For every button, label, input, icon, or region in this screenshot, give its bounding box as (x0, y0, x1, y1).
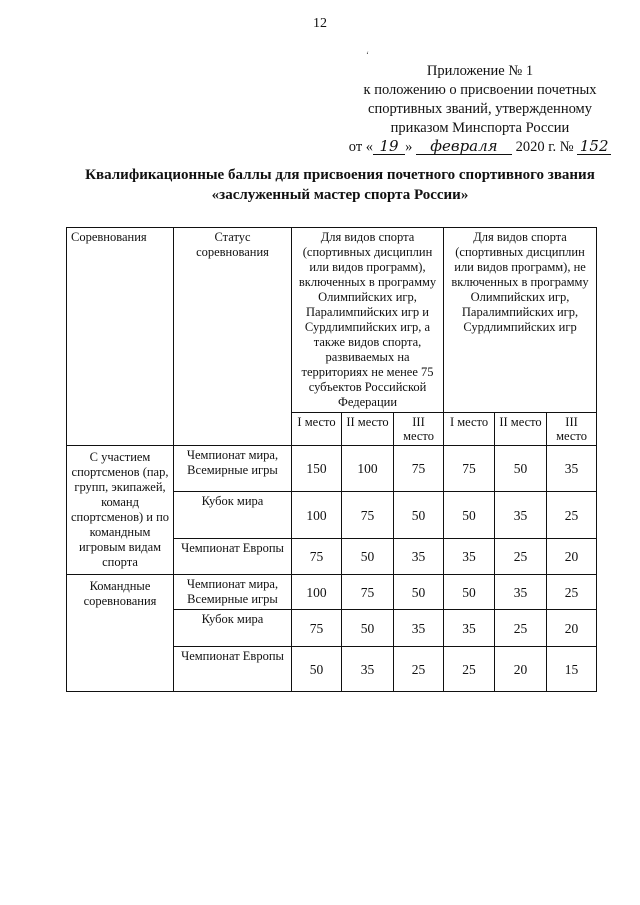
score-cell: 75 (342, 575, 394, 610)
score-cell: 35 (444, 539, 495, 575)
score-cell: 100 (342, 446, 394, 492)
handwritten-month: февраля (416, 138, 512, 155)
score-cell: 15 (547, 647, 597, 692)
appendix-line-4: приказом Минспорта России (390, 120, 570, 136)
group-name-team: Командные соревнования (67, 575, 174, 692)
score-cell: 20 (547, 610, 597, 647)
score-cell: 100 (292, 575, 342, 610)
score-cell: 50 (444, 575, 495, 610)
date-prefix: от « (348, 139, 374, 155)
status-cell: Чемпионат Европы (174, 647, 292, 692)
table-row (67, 575, 597, 610)
score-cell: 35 (394, 610, 444, 647)
score-cell: 20 (495, 647, 547, 692)
score-cell: 35 (547, 446, 597, 492)
appendix-line-2: к положению о присвоении почетных (363, 82, 597, 98)
table-row (67, 446, 597, 492)
score-cell: 50 (342, 539, 394, 575)
score-cell: 25 (394, 647, 444, 692)
appendix-header (330, 62, 630, 157)
title-line-1: Квалификационные баллы для присвоения почетного спортивного звания (85, 167, 595, 183)
date-mid: » (405, 139, 413, 155)
place-olympic-3: III место (394, 413, 444, 446)
score-cell: 50 (292, 647, 342, 692)
status-cell: Кубок мира (174, 492, 292, 539)
appendix-line-1: Приложение № 1 (426, 63, 534, 79)
header-competitions: Соревнования (67, 228, 174, 446)
place-olympic-1: I место (292, 413, 342, 446)
score-cell: 25 (444, 647, 495, 692)
score-cell: 25 (495, 539, 547, 575)
header-status: Статус соревнования (174, 228, 292, 446)
score-cell: 75 (292, 539, 342, 575)
place-non-olympic-2: II место (495, 413, 547, 446)
handwritten-order-number: 152 (577, 138, 611, 155)
appendix-line-3: спортивных званий, утвержденному (368, 101, 592, 117)
document-title (60, 165, 620, 205)
score-cell: 75 (394, 446, 444, 492)
score-cell: 35 (495, 575, 547, 610)
date-year: 2020 г. № (515, 139, 574, 155)
status-cell: Чемпионат Европы (174, 539, 292, 575)
score-cell: 50 (394, 575, 444, 610)
status-cell: Кубок мира (174, 610, 292, 647)
status-cell: Чемпионат мира, Всемирные игры (174, 575, 292, 610)
score-cell: 50 (444, 492, 495, 539)
header-olympic-sports: Для видов спорта (спортивных дисциплин или видов программ), включенных в программу Олимпийских игр, Паралимпийских игр и Сурдлимпийских игр, а также видов спорта, развиваемых на территориях не менее 75 субъектов Российской Федерации (292, 228, 444, 413)
scan-speck: ʻ (366, 50, 369, 60)
group-name-individual: С участием спортсменов (пар, групп, экипажей, команд спортсменов) и по командным игровым видам спорта (67, 446, 174, 575)
score-cell: 75 (292, 610, 342, 647)
score-cell: 100 (292, 492, 342, 539)
title-line-2: «заслуженный мастер спорта России» (211, 187, 469, 203)
score-cell: 20 (547, 539, 597, 575)
handwritten-day: 19 (373, 138, 405, 155)
page-number: 12 (313, 16, 327, 31)
header-row (67, 228, 597, 413)
place-non-olympic-1: I место (444, 413, 495, 446)
place-olympic-2: II место (342, 413, 394, 446)
score-cell: 35 (342, 647, 394, 692)
appendix-date-line (330, 138, 630, 157)
score-cell: 50 (394, 492, 444, 539)
score-cell: 50 (495, 446, 547, 492)
score-cell: 75 (444, 446, 495, 492)
score-cell: 50 (342, 610, 394, 647)
score-cell: 25 (495, 610, 547, 647)
status-cell: Чемпионат мира, Всемирные игры (174, 446, 292, 492)
place-non-olympic-3: III место (547, 413, 597, 446)
header-non-olympic-sports: Для видов спорта (спортивных дисциплин или видов программ), не включенных в программу Олимпийских игр, Паралимпийских игр, Сурдлимпийских игр (444, 228, 597, 413)
scores-table (66, 227, 597, 692)
score-cell: 25 (547, 575, 597, 610)
score-cell: 150 (292, 446, 342, 492)
score-cell: 25 (547, 492, 597, 539)
score-cell: 35 (394, 539, 444, 575)
score-cell: 35 (495, 492, 547, 539)
score-cell: 35 (444, 610, 495, 647)
score-cell: 75 (342, 492, 394, 539)
